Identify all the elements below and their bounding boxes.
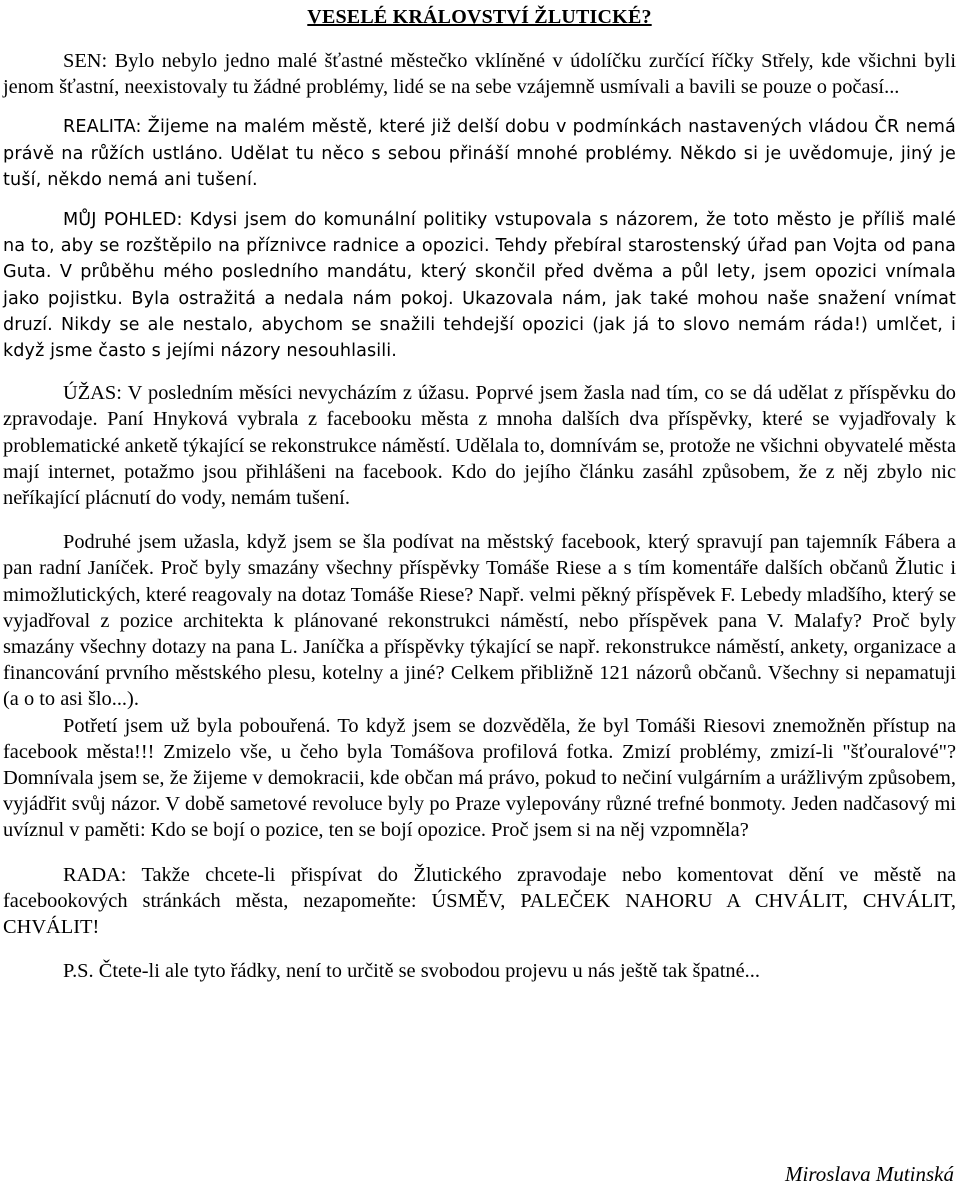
paragraph-second-amazement: Podruhé jsem užasla, když jsem se šla podívat na městský facebook, který spravují pan tajemník Fábera a pan radní Janíček. Proč byly smazány všechny příspěvky Tomáše Riese a s tím komentáře dalších občanů Žlutic i mimožlutických, které reagovaly na dotaz Tomáše Riese? Např. velmi pěkný příspěvek F. Lebedy mladšího, který se vyjadřoval z pozice architekta k plánované rekonstrukci náměstí, nebo příspěvek pana V. Malafy? Proč byly smazány všechny dotazy na pana L. Janíčka a příspěvky týkající se např. rekonstrukce náměstí, ankety, organizace a financování prvního městského plesu, kotelny a jiné? Celkem přibližně 121 názorů občanů. Všechny si nepamatuji (a o to asi šlo...).: [3, 531, 956, 711]
paragraph-amazement: ÚŽAS: V posledním měsíci nevycházím z úžasu. Poprvé jsem žasla nad tím, co se dá udělat z příspěvku do zpravodaje. Paní Hnyková vybrala z facebooku města z mnoha dalších dva příspěvky, které se vyjadřovaly k problematické anketě týkající se rekonstrukce náměstí. Udělala to, domnívám se, protože ne všichni obyvatelé města mají internet, potažmo jsou přihlášeni na facebook. Kdo do jejího článku zasáhl způsobem, že z něj zbylo nic neříkající plácnutí do vody, nemám tušení.: [3, 382, 956, 510]
paragraph-my-view: MŮJ POHLED: Kdysi jsem do komunální politiky vstupovala s názorem, že toto město je příliš malé na to, aby se rozštěpilo na příznivce radnice a opozici. Tehdy přebíral starostenský úřad pan Vojta od pana Guta. V průběhu mého posledního mandátu, který skončil před dvěma a půl lety, jsem opozici vnímala jako pojistku. Byla ostražitá a nedala nám pokoj. Ukazovala nám, jak také mohou naše snažení vnímat druzí. Nikdy se ale nestalo, abychom se snažili tehdejší opozici (jak já to slovo nemám ráda!) umlčet, i když jsme často s jejími názory nesouhlasili.: [3, 210, 956, 362]
paragraph-dream: SEN: Bylo nebylo jedno malé šťastné městečko vklíněné v údolíčku zurčící říčky Střely, kde všichni byli jenom šťastní, neexistovaly tu žádné problémy, lidé se na sebe vzájemně usmívali a bavili se pouze o počasí...: [3, 50, 956, 99]
paragraph-third-outrage: Potřetí jsem už byla pobouřená. To když jsem se dozvěděla, že byl Tomáši Riesovi znemožněn přístup na facebook města!!! Zmizelo vše, u čeho byla Tomášova profilová fotka. Zmizí problémy, zmizí-li "šťouralové"? Domnívala jsem se, že žijeme v demokracii, kde občan má právo, pokud to nečiní vulgárním a urážlivým způsobem, vyjádřit svůj názor. V době sametové revoluce byly po Praze vylepovány různé trefné bonmoty. Jeden nadčasový mi uvíznul v paměti: Kdo se bojí o pozice, ten se bojí opozice. Proč jsem si na něj vzpomněla?: [3, 714, 956, 842]
paragraph-advice: RADA: Takže chcete-li přispívat do Žlutického zpravodaje nebo komentovat dění ve městě na facebookových stránkách města, nezapomeňte: ÚSMĚV, PALEČEK NAHORU A CHVÁLIT, CHVÁLIT, CHVÁLIT!: [3, 863, 956, 939]
author-signature: Miroslava Mutinská: [785, 1162, 954, 1186]
paragraph-reality: REALITA: Žijeme na malém městě, které již delší dobu v podmínkách nastavených vládou ČR nemá právě na růžích ustláno. Udělat tu něco s sebou přináší mnohé problémy. Někdo si je uvědomuje, jiný je tuší, někdo nemá ani tušení.: [3, 117, 956, 190]
article-title: VESELÉ KRÁLOVSTVÍ ŽLUTICKÉ?: [307, 6, 652, 28]
paragraph-postscript: P.S. Čtete-li ale tyto řádky, není to určitě se svobodou projevu u nás ještě tak špatné...: [63, 960, 760, 983]
